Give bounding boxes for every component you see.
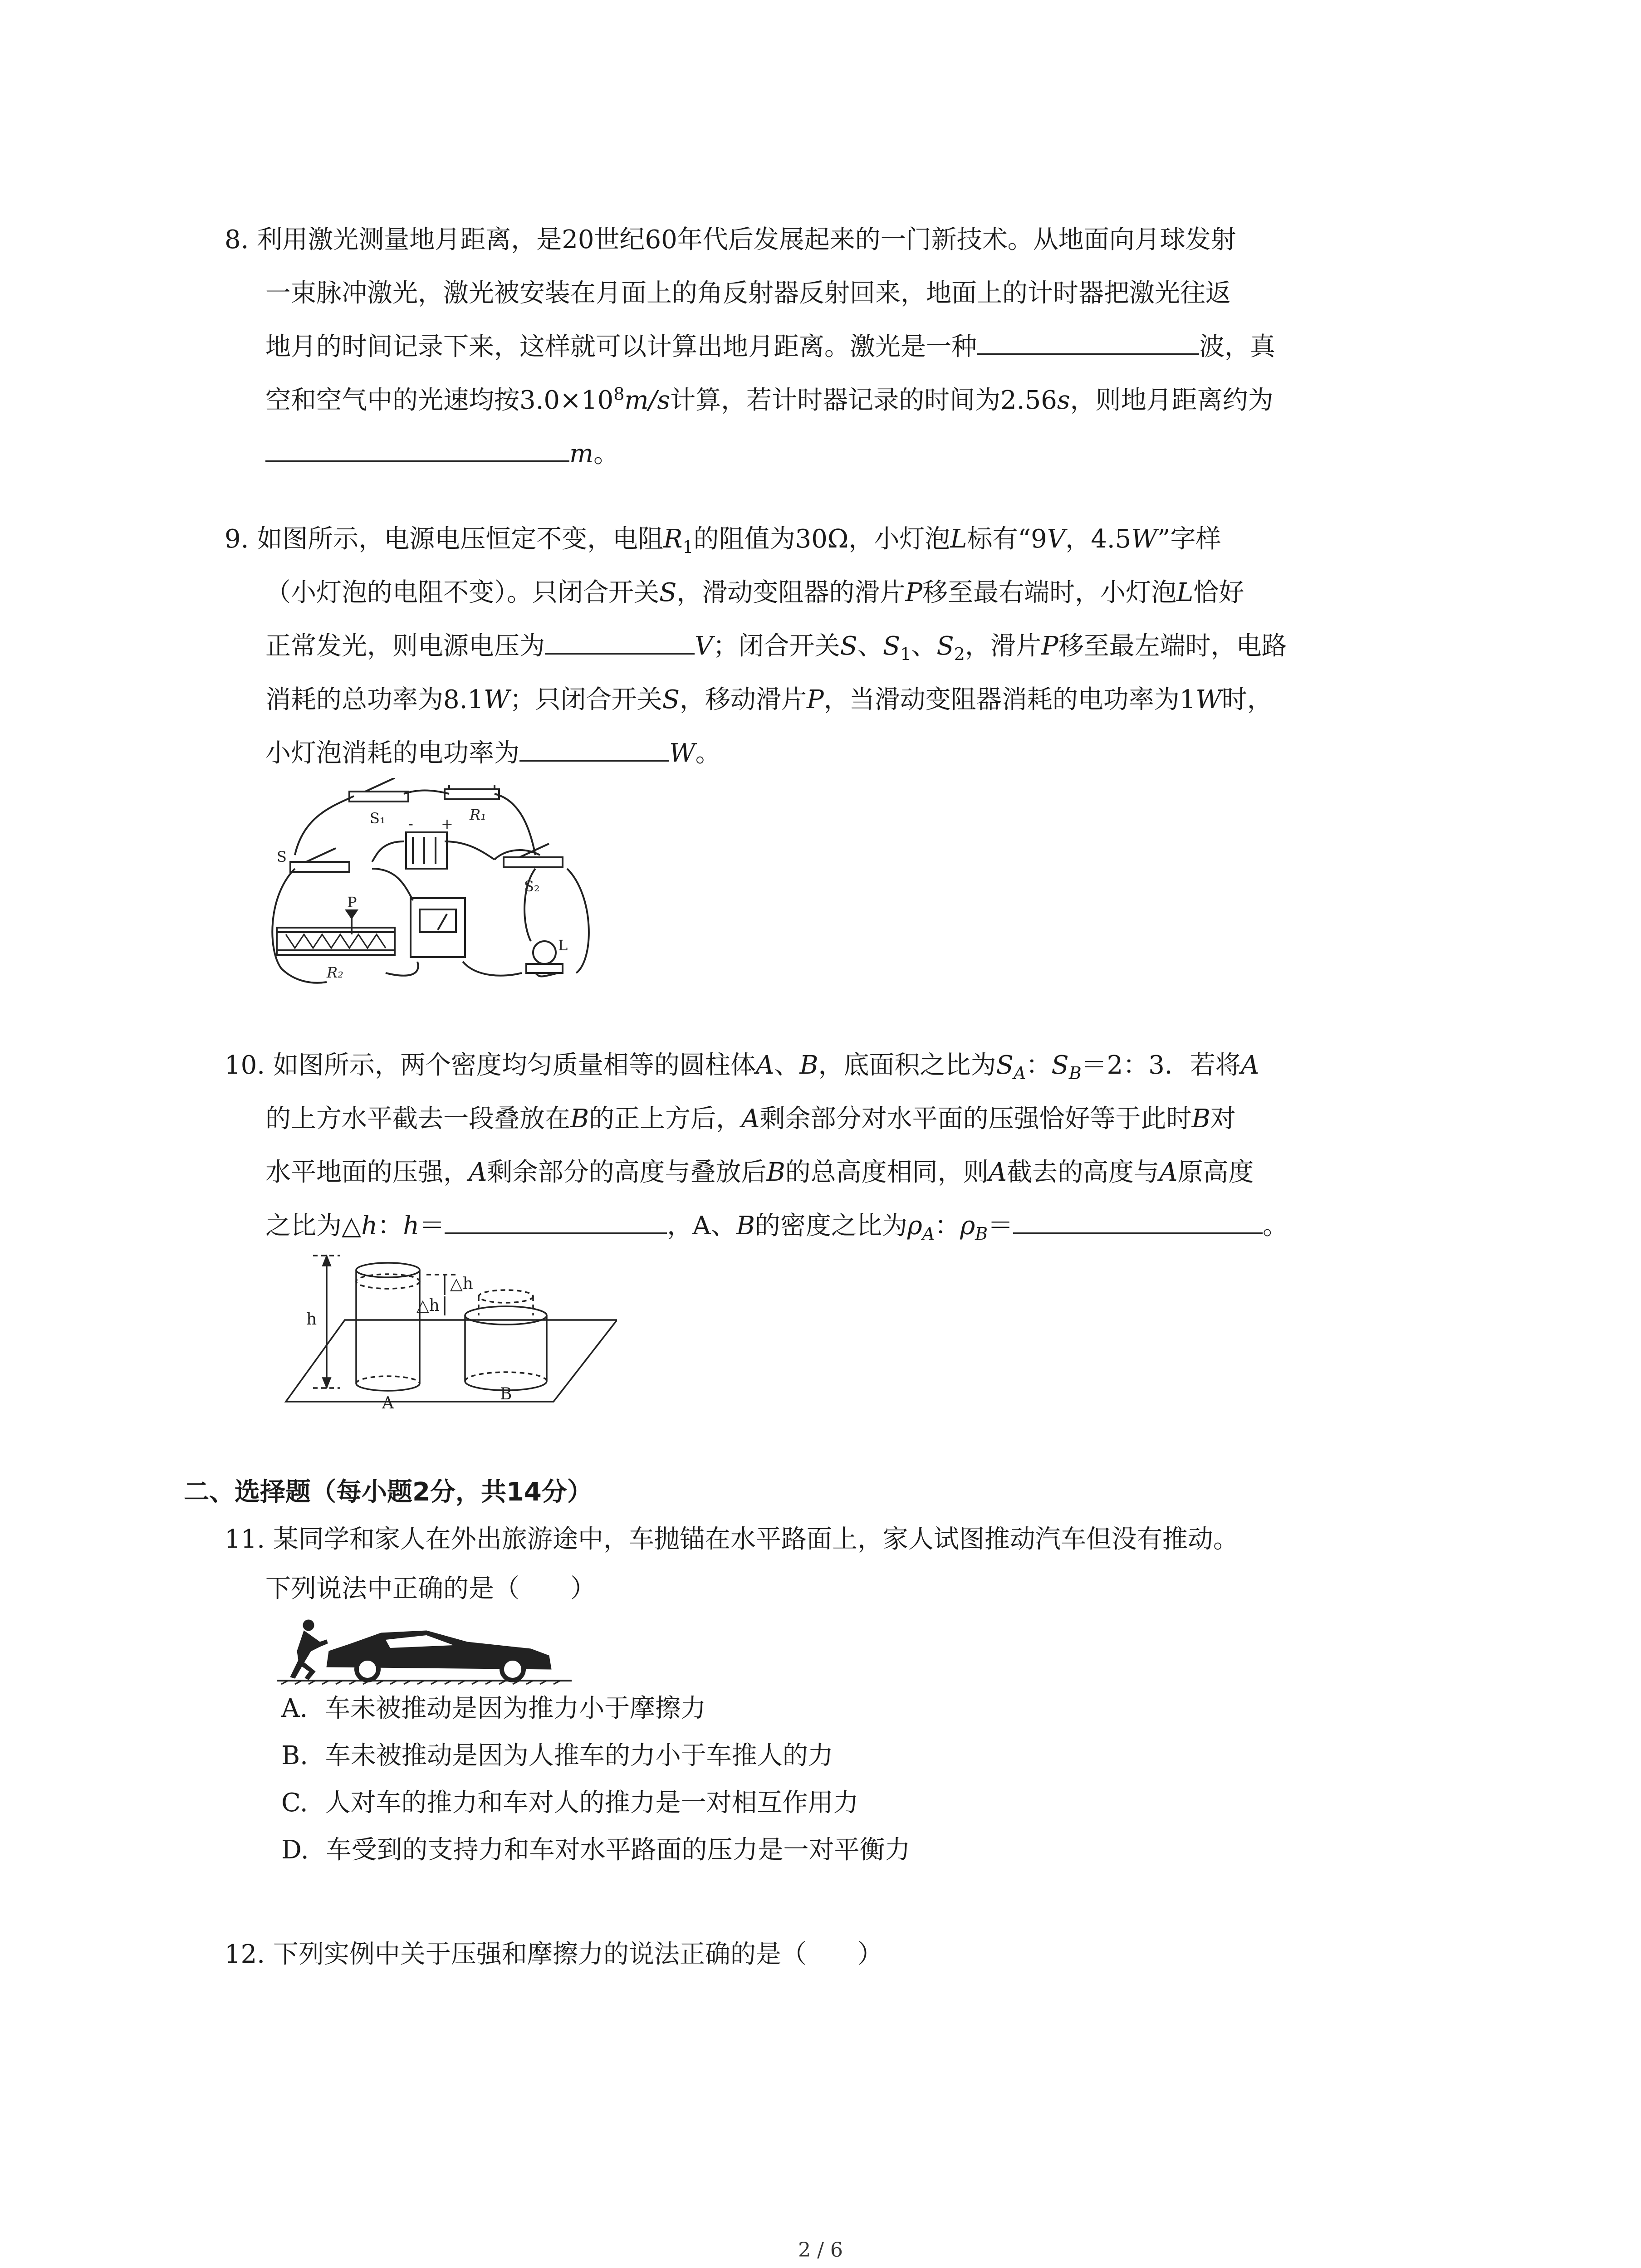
q10-text: 。 xyxy=(1263,1211,1288,1241)
option-text: 车未被推动是因为推力小于摩擦力 xyxy=(325,1694,706,1723)
q9-symbol: V xyxy=(695,631,713,661)
question-10 xyxy=(225,1039,1463,1253)
q10-symbol: h xyxy=(361,1211,378,1241)
q10-symbol: A xyxy=(741,1104,760,1134)
q9-symbol: L xyxy=(1176,578,1194,607)
q9-line-4 xyxy=(225,673,1463,727)
label-b: B xyxy=(500,1385,512,1403)
q10-text: 的正上方后， xyxy=(589,1104,742,1134)
q10-text: 水平地面的压强， xyxy=(265,1158,469,1187)
q8-line-5 xyxy=(225,427,1463,481)
q9-symbol: W xyxy=(669,738,696,768)
label-r2: R₂ xyxy=(327,964,343,981)
q10-text: 对 xyxy=(1210,1104,1236,1134)
q9-line-1 xyxy=(225,513,1463,566)
q10-symbol: ρ xyxy=(907,1211,922,1241)
option-text: 车未被推动是因为人推车的力小于车推人的力 xyxy=(325,1741,833,1770)
q9-subscript: 1 xyxy=(900,644,911,665)
q9-symbol: W xyxy=(1195,685,1222,714)
label-h: h xyxy=(306,1310,317,1329)
q9-subscript: 2 xyxy=(954,644,965,665)
q8-answer-blank-1[interactable] xyxy=(977,322,1199,355)
label-delta-h-2: △h xyxy=(416,1296,440,1315)
q9-line-3 xyxy=(225,620,1463,673)
option-a[interactable] xyxy=(281,1685,1370,1732)
q9-text: ，滑动变阻器的滑片 xyxy=(676,578,906,607)
q9-text: ，移动滑片 xyxy=(680,685,807,714)
q9-symbol: P xyxy=(807,685,824,714)
q10-symbol: B xyxy=(736,1211,755,1241)
q11-line-2 xyxy=(225,1566,1463,1612)
circuit-diagram xyxy=(268,778,599,991)
q10-text: ，底面积之比为 xyxy=(818,1051,996,1080)
q10-text: 的总高度相同，则 xyxy=(785,1158,989,1187)
q10-text: ，A、 xyxy=(667,1211,736,1241)
q8-unit: m xyxy=(569,439,594,469)
q9-symbol: W xyxy=(484,685,510,714)
q10-text: ＝ xyxy=(988,1211,1014,1241)
q10-text: 原高度 xyxy=(1177,1158,1254,1187)
q9-line-5 xyxy=(225,727,1463,780)
q10-subscript: A xyxy=(922,1224,935,1244)
q9-symbol: S xyxy=(936,631,954,661)
q12-text: 下列实例中关于压强和摩擦力的说法正确的是（ ） xyxy=(273,1940,883,1969)
label-battery-plus: + xyxy=(441,815,453,832)
q9-symbol: S xyxy=(659,578,677,607)
q9-line-2 xyxy=(225,566,1463,620)
q10-symbol: B xyxy=(799,1051,818,1080)
q11-text: 下列说法中正确的是（ ） xyxy=(265,1574,596,1603)
q9-subscript: 1 xyxy=(682,537,694,557)
q9-text: ；只闭合开关 xyxy=(509,685,662,714)
q8-text: 一束脉冲激光，激光被安装在月面上的角反射器反射回来，地面上的计时器把激光往返 xyxy=(265,279,1231,308)
label-s1: S₁ xyxy=(370,810,386,827)
q12-line-1 xyxy=(225,1928,1463,1981)
q10-text: 截去的高度与 xyxy=(1007,1158,1160,1187)
q8-line-3 xyxy=(225,320,1463,374)
q9-symbol: R xyxy=(663,524,683,554)
q8-line-2 xyxy=(225,267,1463,320)
label-l: L xyxy=(558,937,568,954)
label-s: S xyxy=(277,848,287,865)
car-push-figure xyxy=(277,1617,572,1685)
q9-text: 标有“9 xyxy=(967,524,1047,554)
q10-line-1 xyxy=(225,1039,1463,1092)
q10-symbol: A xyxy=(1240,1051,1259,1080)
q10-line-3 xyxy=(225,1146,1463,1199)
q8-line-4 xyxy=(225,374,1463,427)
q10-subscript: B xyxy=(975,1224,988,1244)
option-d[interactable] xyxy=(281,1827,1370,1874)
q10-text: 、 xyxy=(774,1051,800,1080)
q8-text: 计算，若计时器记录的时间为2.56 xyxy=(670,386,1057,415)
q11-text: 某同学和家人在外出旅游途中，车抛锚在水平路面上，家人试图推动汽车但没有推动。 xyxy=(273,1525,1239,1554)
q8-text: 地月的时间记录下来，这样就可以计算出地月距离。激光是一种 xyxy=(265,332,977,362)
q9-text: 移至最左端时，电路 xyxy=(1058,631,1287,661)
q9-symbol: V xyxy=(1047,524,1066,554)
q9-symbol: P xyxy=(1041,631,1058,661)
q9-symbol: L xyxy=(950,524,967,554)
question-8 xyxy=(225,213,1463,481)
q9-symbol: S xyxy=(662,685,680,714)
q10-text: ＝ xyxy=(419,1211,445,1241)
q10-text: ： xyxy=(1026,1051,1052,1080)
q10-symbol: A xyxy=(469,1158,487,1187)
q10-symbol: A xyxy=(755,1051,774,1080)
q10-text: 如图所示，两个密度均匀质量相等的圆柱体 xyxy=(273,1051,756,1080)
q12-number: 12. xyxy=(225,1940,265,1969)
option-letter: D. xyxy=(281,1835,309,1865)
q9-answer-blank-2[interactable] xyxy=(519,728,669,762)
slider-pointer xyxy=(345,909,358,919)
q9-text: 小灯泡消耗的电功率为 xyxy=(265,738,519,768)
label-s2: S₂ xyxy=(524,878,540,895)
q11-options xyxy=(281,1685,1370,1874)
q10-text: 剩余部分的高度与叠放后 xyxy=(487,1158,767,1187)
q9-symbol: W xyxy=(1131,524,1157,554)
q8-text: 。 xyxy=(593,439,619,469)
q10-text: 剩余部分对水平面的压强恰好等于此时 xyxy=(759,1104,1192,1134)
q10-text: 的密度之比为 xyxy=(754,1211,907,1241)
q9-text: 、 xyxy=(911,631,937,661)
q10-text: 之比为△ xyxy=(265,1211,362,1241)
q10-symbol: B xyxy=(570,1104,589,1134)
q10-answer-blank-1[interactable] xyxy=(445,1201,667,1234)
q8-exponent: 8 xyxy=(613,384,625,404)
q9-text: 移至最右端时，小灯泡 xyxy=(922,578,1177,607)
label-a: A xyxy=(382,1394,394,1413)
q10-symbol: A xyxy=(988,1158,1007,1187)
q9-text: ，当滑动变阻器消耗的电功率为1 xyxy=(823,685,1196,714)
q10-symbol: A xyxy=(1159,1158,1178,1187)
q9-number: 9. xyxy=(225,524,249,554)
option-text: 人对车的推力和车对人的推力是一对相互作用力 xyxy=(325,1788,859,1818)
q9-text: ，滑片 xyxy=(965,631,1041,661)
q9-text: 如图所示，电源电压恒定不变，电阻 xyxy=(257,524,664,554)
q8-line-1 xyxy=(225,213,1463,267)
q10-line-2 xyxy=(225,1092,1463,1146)
q10-subscript: B xyxy=(1068,1063,1082,1084)
q8-text: 利用激光测量地月距离，是20世纪60年代后发展起来的一门新技术。从地面向月球发射 xyxy=(257,225,1236,254)
q8-text: 空和空气中的光速均按3.0×10 xyxy=(265,386,614,415)
q9-text: ，4.5 xyxy=(1065,524,1132,554)
q10-symbol: B xyxy=(766,1158,785,1187)
q9-text: 的阻值为30Ω，小灯泡 xyxy=(693,524,950,554)
q8-number: 8. xyxy=(225,225,249,254)
question-11 xyxy=(225,1513,1463,1612)
q9-text: （小灯泡的电阻不变）。只闭合开关 xyxy=(265,578,659,607)
q10-subscript: A xyxy=(1013,1063,1026,1084)
q11-line-1 xyxy=(225,1513,1463,1566)
q10-symbol: S xyxy=(996,1051,1014,1080)
q9-answer-blank-1[interactable] xyxy=(545,621,695,655)
q10-symbol: S xyxy=(1051,1051,1069,1080)
label-delta-h-1: △h xyxy=(450,1275,473,1293)
option-letter: C. xyxy=(281,1788,308,1818)
label-p: P xyxy=(347,894,357,911)
q9-symbol: S xyxy=(882,631,901,661)
q9-text: ；闭合开关 xyxy=(713,631,840,661)
q9-symbol: S xyxy=(840,631,857,661)
q10-text: ＝2：3．若将 xyxy=(1081,1051,1241,1080)
option-c[interactable] xyxy=(281,1779,1370,1827)
q9-text: 。 xyxy=(695,738,721,768)
question-9 xyxy=(225,513,1463,780)
q9-text: 消耗的总功率为8.1 xyxy=(265,685,484,714)
q10-text: ： xyxy=(935,1211,960,1241)
q11-number: 11. xyxy=(225,1525,265,1554)
label-r1: R₁ xyxy=(470,806,486,823)
option-letter: A. xyxy=(281,1694,308,1723)
option-text: 车受到的支持力和车对水平路面的压力是一对平衡力 xyxy=(326,1835,911,1865)
q8-text: ，则地月距离约为 xyxy=(1070,386,1274,415)
q8-unit: m/s xyxy=(624,386,671,415)
q10-number: 10. xyxy=(225,1051,265,1080)
q9-text: ”字样 xyxy=(1157,524,1221,554)
q8-unit: s xyxy=(1057,386,1070,415)
q9-text: 恰好 xyxy=(1193,578,1244,607)
q8-text: 波，真 xyxy=(1199,332,1275,362)
q10-text: 的上方水平截去一段叠放在 xyxy=(265,1104,570,1134)
q9-text: 时， xyxy=(1221,685,1273,714)
page-number: 2 / 6 xyxy=(798,2239,843,2262)
q10-symbol: ρ xyxy=(960,1211,975,1241)
q9-symbol: P xyxy=(905,578,923,607)
q9-text: 、 xyxy=(857,631,883,661)
q10-text: ： xyxy=(377,1211,403,1241)
label-battery-minus: - xyxy=(408,815,413,832)
option-letter: B. xyxy=(281,1741,308,1770)
question-12 xyxy=(225,1928,1463,1981)
q10-symbol: B xyxy=(1191,1104,1210,1134)
cylinders-diagram xyxy=(281,1252,617,1420)
q10-answer-blank-2[interactable] xyxy=(1013,1201,1263,1234)
q8-answer-blank-2[interactable] xyxy=(265,429,569,462)
q9-text: 正常发光，则电源电压为 xyxy=(265,631,545,661)
q10-line-4 xyxy=(225,1199,1463,1253)
section-title: 二、选择题（每小题2分，共14分） xyxy=(184,1477,593,1507)
q10-symbol: h xyxy=(403,1211,420,1241)
option-b[interactable] xyxy=(281,1732,1370,1779)
